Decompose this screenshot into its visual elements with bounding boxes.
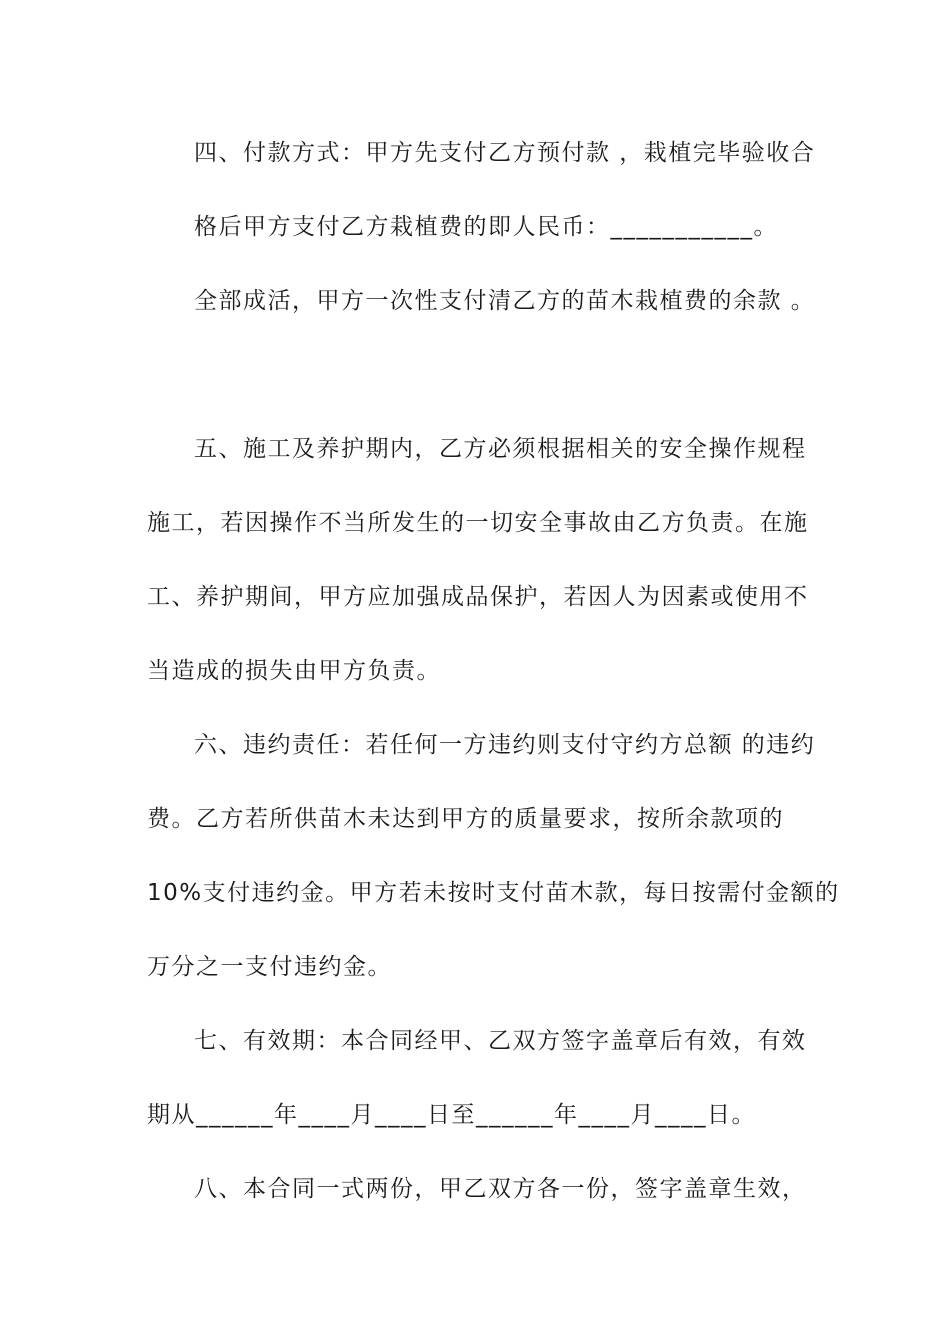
text-line: 四、付款方式：甲方先支付乙方预付款 ，栽植完毕验收合 — [194, 140, 816, 166]
text-line: 七、有效期：本合同经甲、乙双方签字盖章后有效，有效 — [194, 1028, 807, 1054]
text-line: 五、施工及养护期内，乙方必须根据相关的安全操作规程 — [194, 436, 807, 462]
text-line: 六、违约责任：若任何一方违约则支付守约方总额 的违约 — [194, 732, 816, 758]
text-line: 费。乙方若所供苗木未达到甲方的质量要求，按所余款项的 — [147, 806, 784, 832]
clause-validity — [147, 1004, 807, 1152]
text-line: 全部成活，甲方一次性支付清乙方的苗木栽植费的余款 。 — [194, 288, 816, 314]
clause-payment — [147, 116, 816, 264]
clause-construction — [147, 412, 807, 708]
clause-copies — [147, 1152, 807, 1226]
text-line: 万分之一支付违约金。 — [147, 954, 392, 980]
text-line: 当造成的损失由甲方负责。 — [147, 658, 441, 684]
text-line: 八、本合同一式两份，甲乙双方各一份，签字盖章生效， — [194, 1176, 807, 1202]
text-line: 工、养护期间，甲方应加强成品保护，若因人为因素或使用不 — [147, 584, 809, 610]
text-line: 10%支付违约金。甲方若未按时支付苗木款，每日按需付金额的 — [147, 880, 840, 906]
text-line: 格后甲方支付乙方栽植费的即人民币：___________。 — [194, 214, 778, 240]
text-line: 施工，若因操作不当所发生的一切安全事故由乙方负责。在施 — [147, 510, 809, 536]
clause-payment-balance — [147, 264, 816, 338]
text-line: 期从______年____月____日至______年____月____日。 — [147, 1102, 756, 1128]
clause-breach — [147, 708, 840, 1004]
